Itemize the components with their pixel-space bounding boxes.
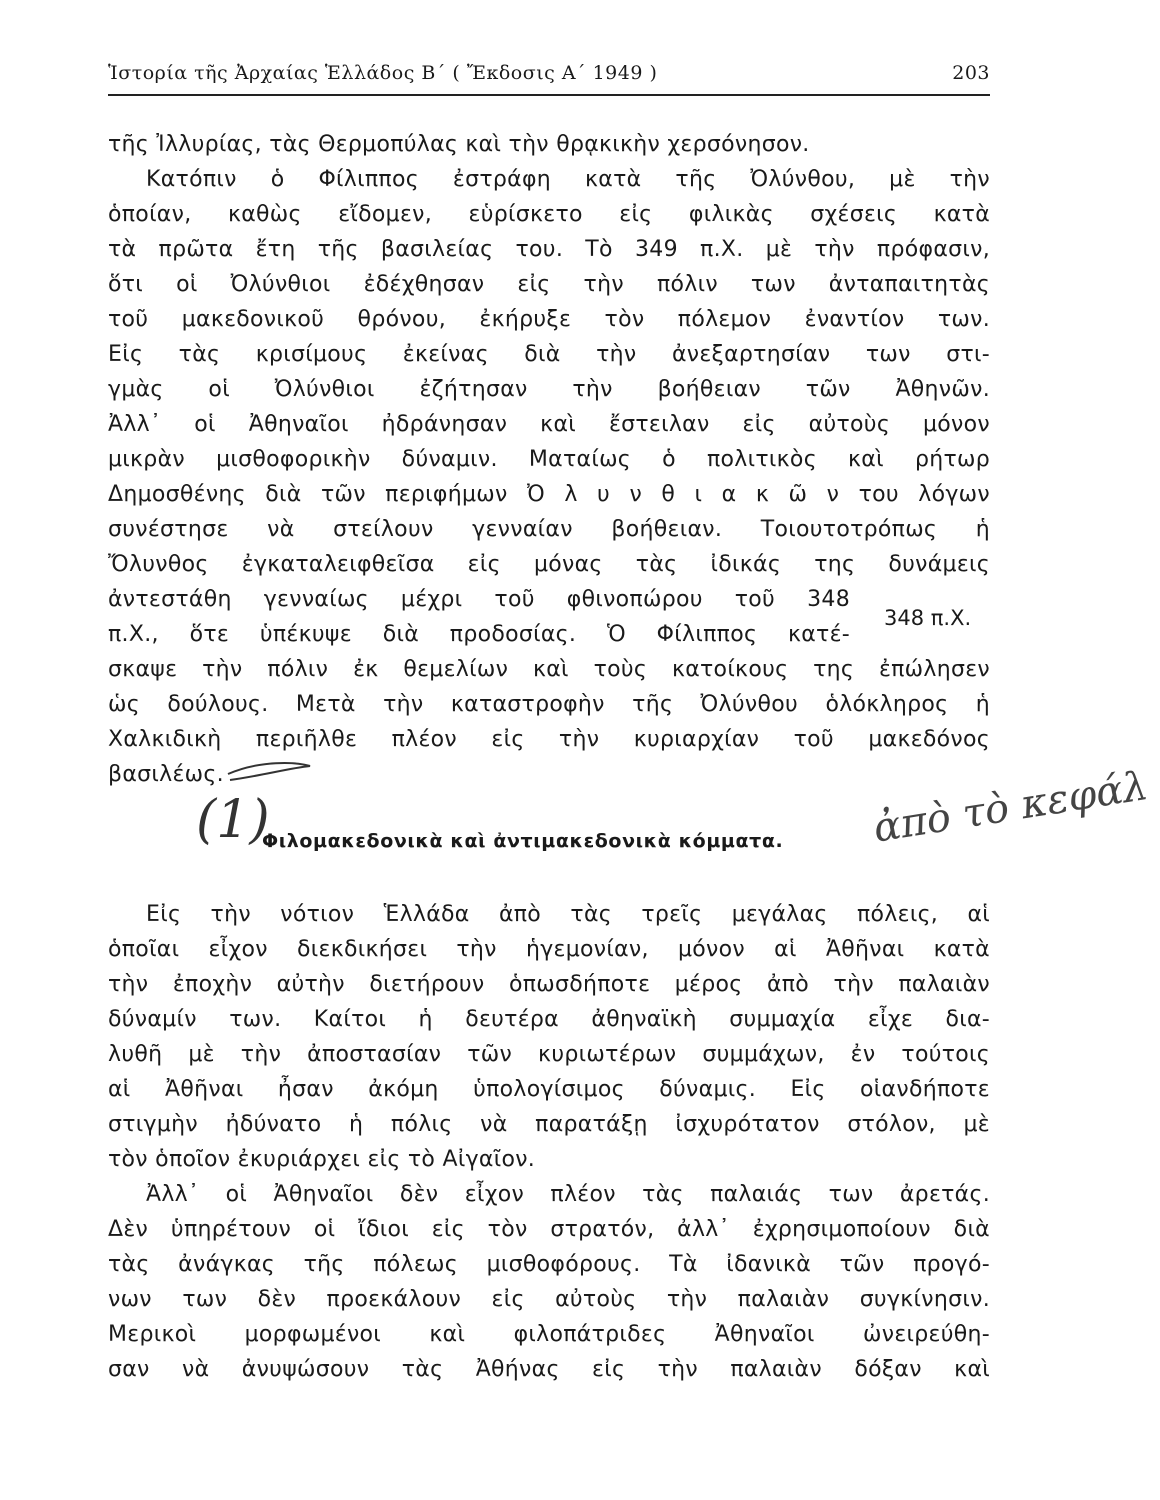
text-line: σαν νὰ ἀνυψώσουν τὰς Ἀθήνας εἰς τὴν παλαιὰν δόξαν καὶ: [108, 1357, 990, 1382]
text-line: στιγμὴν ἠδύνατο ἡ πόλις νὰ παρατάξῃ ἰσχυρότατον στόλον, μὲ: [108, 1112, 990, 1137]
text-line: μικρὰν μισθοφορικὴν δύναμιν. Ματαίως ὁ πολιτικὸς καὶ ρήτωρ: [108, 447, 990, 472]
text-line: Χαλκιδικὴ περιῆλθε πλέον εἰς τὴν κυριαρχίαν τοῦ μακεδόνος: [108, 727, 990, 752]
header-rule: [108, 94, 990, 96]
text-line: αἱ Ἀθῆναι ἦσαν ἀκόμη ὑπολογίσιμος δύναμις. Εἰς οἱανδήποτε: [108, 1077, 990, 1102]
text-line: Εἰς τὰς κρισίμους ἐκείνας διὰ τὴν ἀνεξαρτησίαν των στι-: [108, 342, 990, 367]
text-line: Ἀλλ᾿ οἱ Ἀθηναῖοι ἠδράνησαν καὶ ἔστειλαν εἰς αὐτοὺς μόνον: [108, 412, 990, 437]
text-line: Μερικοὶ μορφωμένοι καὶ φιλοπάτριδες Ἀθηναῖοι ὠνειρεύθη-: [108, 1322, 990, 1347]
text-line: σκαψε τὴν πόλιν ἐκ θεμελίων καὶ τοὺς κατοίκους της ἐπώλησεν: [108, 657, 990, 682]
text-line: Κατόπιν ὁ Φίλιππος ἐστράφη κατὰ τῆς Ὀλύνθου, μὲ τὴν: [146, 167, 990, 192]
running-title: Ἱστορία τῆς Ἀρχαίας Ἑλλάδος Β΄ ( Ἔκδοσις Α΄ 1949 ): [108, 62, 658, 84]
handwritten-margin-note: ἀπὸ τὸ κεφάλ: [870, 762, 1152, 852]
text-line: τὰς ἀνάγκας τῆς πόλεως μισθοφόρους. Τὰ ἰδανικὰ τῶν προγό-: [108, 1252, 990, 1277]
text-line: ὁποῖαι εἶχον διεκδικήσει τὴν ἡγεμονίαν, μόνον αἱ Ἀθῆναι κατὰ: [108, 937, 990, 962]
text-line: Εἰς τὴν νότιον Ἑλλάδα ἀπὸ τὰς τρεῖς μεγάλας πόλεις, αἱ: [146, 902, 990, 927]
text-line: βασιλέως.: [108, 762, 224, 787]
text-line: ὅτι οἱ Ὀλύνθιοι ἐδέχθησαν εἰς τὴν πόλιν των ἀνταπαιτητὰς: [108, 272, 990, 297]
section-heading: Φιλομακεδονικὰ καὶ ἀντιμακεδονικὰ κόμματα.: [262, 830, 784, 852]
text-line: ὡς δούλους. Μετὰ τὴν καταστροφὴν τῆς Ὀλύνθου ὁλόκληρος ἡ: [108, 692, 990, 717]
text-line: δύναμίν των. Καίτοι ἡ δευτέρα ἀθηναϊκὴ συμμαχία εἶχε δια-: [108, 1007, 990, 1032]
text-line: Ὄλυνθος ἐγκαταλειφθεῖσα εἰς μόνας τὰς ἰδικάς της δυνάμεις: [108, 552, 990, 577]
handwritten-section-number: (1): [196, 790, 270, 850]
text-line: Δὲν ὑπηρέτουν οἱ ἴδιοι εἰς τὸν στρατόν, ἀλλ᾿ ἐχρησιμοποίουν διὰ: [108, 1217, 990, 1242]
text-line: Ἀλλ᾿ οἱ Ἀθηναῖοι δὲν εἶχον πλέον τὰς παλαιάς των ἀρετάς.: [146, 1182, 990, 1207]
margin-date-note: 348 π.Χ.: [884, 606, 972, 630]
text-line: τὸν ὁποῖον ἐκυριάρχει εἰς τὸ Αἰγαῖον.: [108, 1147, 536, 1172]
text-line: Δημοσθένης διὰ τῶν περιφήμων Ὀ λ υ ν θ ι α κ ῶ ν του λόγων: [108, 482, 990, 507]
text-line: τοῦ μακεδονικοῦ θρόνου, ἐκήρυξε τὸν πόλεμον ἐναντίον των.: [108, 307, 990, 332]
text-line: νων των δὲν προεκάλουν εἰς αὐτοὺς τὴν παλαιὰν συγκίνησιν.: [108, 1287, 990, 1312]
text-line: ἀντεστάθη γενναίως μέχρι τοῦ φθινοπώρου τοῦ 348: [108, 587, 850, 612]
text-line: τὰ πρῶτα ἔτη τῆς βασιλείας του. Τὸ 349 π.Χ. μὲ τὴν πρόφασιν,: [108, 237, 990, 262]
text-line: γμὰς οἱ Ὀλύνθιοι ἐζήτησαν τὴν βοήθειαν τῶν Ἀθηνῶν.: [108, 377, 990, 402]
page-number: 203: [952, 62, 990, 84]
running-header: [108, 62, 990, 84]
text-line: συνέστησε νὰ στείλουν γενναίαν βοήθειαν. Τοιουτοτρόπως ἡ: [108, 517, 990, 542]
text-line: ὁποίαν, καθὼς εἴδομεν, εὑρίσκετο εἰς φιλικὰς σχέσεις κατὰ: [108, 202, 990, 227]
text-line: π.Χ., ὅτε ὑπέκυψε διὰ προδοσίας. Ὁ Φίλιππος κατέ-: [108, 622, 850, 647]
text-line: τὴν ἐποχὴν αὐτὴν διετήρουν ὁπωσδήποτε μέρος ἀπὸ τὴν παλαιὰν: [108, 972, 990, 997]
text-line: τῆς Ἰλλυρίας, τὰς Θερμοπύλας καὶ τὴν θρᾳκικὴν χερσόνησον.: [108, 132, 810, 157]
text-line: λυθῆ μὲ τὴν ἀποστασίαν τῶν κυριωτέρων συμμάχων, ἐν τούτοις: [108, 1042, 990, 1067]
